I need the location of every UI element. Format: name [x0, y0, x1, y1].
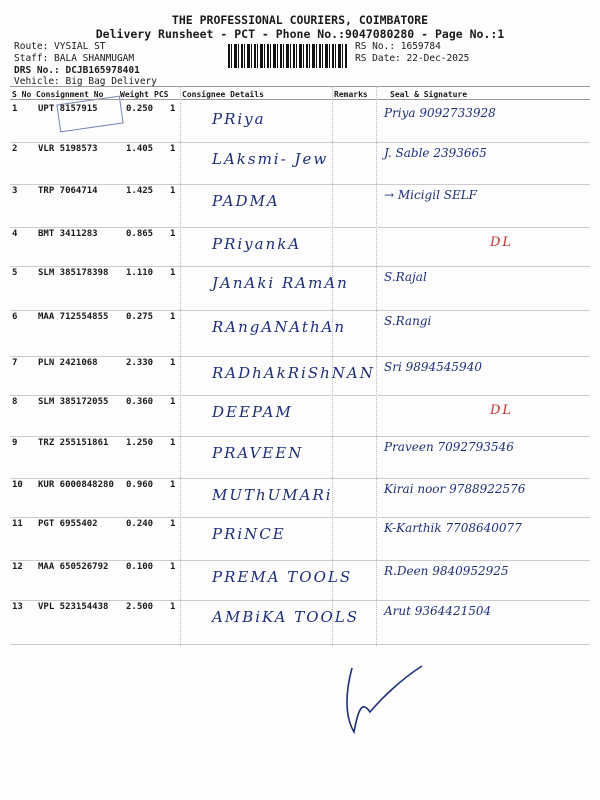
row-sno: 7 [12, 358, 18, 368]
row-consignee-name: RAngANAthAn [212, 318, 347, 336]
row-consignment: SLM 385172055 [38, 397, 109, 407]
table-top-rule [10, 86, 590, 87]
row-weight: 1.110 [126, 268, 154, 278]
row-divider [10, 227, 590, 228]
row-divider [10, 142, 590, 143]
row-signature: R.Deen 9840952925 [384, 564, 509, 578]
row-weight: 0.275 [126, 312, 154, 322]
row-signature: Kirai noor 9788922576 [384, 482, 526, 496]
company-title: THE PROFESSIONAL COURIERS, COIMBATORE [171, 13, 429, 27]
row-divider [10, 600, 590, 601]
row-pcs: 1 [170, 268, 176, 278]
row-consignee-name: PADMA [212, 192, 280, 210]
row-consignment: KUR 6000848280 [38, 480, 114, 490]
row-divider [10, 436, 590, 437]
row-consignee-name: PREMA TOOLS [212, 568, 353, 586]
row-pcs: 1 [170, 229, 176, 239]
row-consignee-name: PRiya [212, 110, 266, 128]
row-pcs: 1 [170, 519, 176, 529]
row-consignment: SLM 385178398 [38, 268, 109, 278]
drs-label: DRS No.: DCJB165978401 [14, 65, 140, 76]
row-consignment: UPT 8157915 [38, 104, 98, 114]
row-weight: 1.405 [126, 144, 154, 154]
row-signature: K-Karthik 7708640077 [384, 521, 522, 535]
row-consignee-name: DEEPAM [212, 403, 293, 421]
row-weight: 0.960 [126, 480, 154, 490]
row-signature: Sri 9894545940 [384, 360, 482, 374]
row-consignment: BMT 3411283 [38, 229, 98, 239]
row-consignment: TRZ 255151861 [38, 438, 109, 448]
row-signature: J. Sable 2393665 [384, 146, 487, 160]
row-divider [10, 560, 590, 561]
row-consignee-name: LAksmi- Jew [212, 150, 329, 168]
row-dl-mark: DL [490, 403, 514, 418]
row-consignee-name: AMBiKA TOOLS [212, 608, 360, 626]
col-consignee: Consignee Details [182, 90, 264, 99]
row-pcs: 1 [170, 480, 176, 490]
col-pcs: PCS [154, 90, 169, 99]
row-dl-mark: DL [490, 235, 514, 250]
row-weight: 2.500 [126, 602, 154, 612]
row-divider [10, 310, 590, 311]
runsheet-title: Delivery Runsheet - PCT - Phone No.:9047080280 - Page No.:1 [95, 27, 505, 41]
row-sno: 9 [12, 438, 18, 448]
row-sno: 13 [12, 602, 23, 612]
row-consignee-name: PRiyankA [212, 235, 302, 253]
row-weight: 0.100 [126, 562, 154, 572]
row-divider [10, 184, 590, 185]
row-sno: 12 [12, 562, 23, 572]
row-sno: 11 [12, 519, 23, 529]
row-consignment: MAA 650526792 [38, 562, 109, 572]
row-divider [10, 517, 590, 518]
row-divider [10, 644, 590, 645]
row-sno: 10 [12, 480, 23, 490]
table-header-rule [10, 99, 590, 100]
row-divider [10, 266, 590, 267]
row-sno: 3 [12, 186, 18, 196]
row-signature: Priya 9092733928 [384, 106, 496, 120]
col-sno: S No [12, 90, 32, 99]
row-sno: 2 [12, 144, 18, 154]
row-pcs: 1 [170, 104, 176, 114]
row-pcs: 1 [170, 438, 176, 448]
row-divider [10, 356, 590, 357]
row-sno: 1 [12, 104, 18, 114]
row-pcs: 1 [170, 144, 176, 154]
row-divider [10, 395, 590, 396]
row-consignee-name: RADhAkRiShNAN [212, 364, 375, 382]
row-sno: 5 [12, 268, 18, 278]
row-pcs: 1 [170, 562, 176, 572]
row-consignment: VLR 5198573 [38, 144, 98, 154]
row-sno: 4 [12, 229, 18, 239]
row-pcs: 1 [170, 186, 176, 196]
row-sno: 8 [12, 397, 18, 407]
row-signature: → Micigil SELF [384, 188, 477, 202]
col-seal: Seal & Signature [390, 90, 468, 99]
row-signature: Arut 9364421504 [384, 604, 492, 618]
row-consignment: TRP 7064714 [38, 186, 98, 196]
row-consignment: VPL 523154438 [38, 602, 109, 612]
row-signature: Praveen 7092793546 [384, 440, 514, 454]
row-weight: 0.360 [126, 397, 154, 407]
vehicle-label: Vehicle: Big Bag Delivery [14, 76, 157, 87]
row-divider [10, 478, 590, 479]
row-consignee-name: JAnAki RAmAn [212, 274, 349, 292]
row-consignee-name: PRAVEEN [212, 444, 304, 462]
col-divider [376, 86, 377, 646]
row-signature: S.Rangi [384, 314, 432, 328]
rs-date: RS Date: 22-Dec-2025 [355, 53, 470, 64]
row-consignment: PGT 6955402 [38, 519, 98, 529]
row-weight: 1.250 [126, 438, 154, 448]
row-weight: 0.250 [126, 104, 154, 114]
col-remarks: Remarks [334, 90, 368, 99]
row-pcs: 1 [170, 602, 176, 612]
col-weight: Weight [120, 90, 149, 99]
row-consignee-name: MUThUMARi [212, 486, 333, 504]
staff-signature [340, 660, 430, 740]
row-pcs: 1 [170, 397, 176, 407]
row-weight: 2.330 [126, 358, 154, 368]
rs-number: RS No.: 1659784 [355, 41, 441, 52]
barcode-image [228, 44, 348, 68]
row-consignment: MAA 712554855 [38, 312, 109, 322]
row-weight: 0.865 [126, 229, 154, 239]
row-consignee-name: PRiNCE [212, 525, 286, 543]
row-signature: S.Rajal [384, 270, 427, 284]
col-consignment: Consignment No [36, 90, 104, 99]
row-pcs: 1 [170, 312, 176, 322]
row-weight: 1.425 [126, 186, 154, 196]
col-divider [180, 86, 181, 646]
row-weight: 0.240 [126, 519, 154, 529]
row-sno: 6 [12, 312, 18, 322]
row-consignment: PLN 2421068 [38, 358, 98, 368]
staff-label: Staff: BALA SHANMUGAM [14, 53, 135, 64]
office-stamp [56, 96, 123, 133]
row-pcs: 1 [170, 358, 176, 368]
route-label: Route: VYSIAL ST [14, 41, 106, 52]
